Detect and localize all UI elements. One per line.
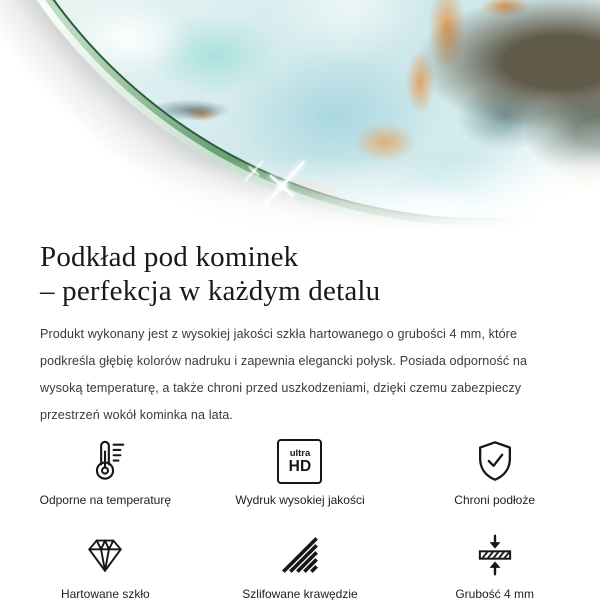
feature-label: Grubość 4 mm (455, 587, 534, 600)
features-grid (0, 437, 600, 600)
feature-thickness-4mm (397, 531, 592, 600)
feature-polished-edges (203, 531, 398, 600)
feature-label: Hartowane szkło (60, 587, 150, 600)
feature-high-quality-print (203, 437, 398, 507)
title-line-2: – perfekcja w każdym detalu (40, 275, 381, 307)
feature-label: Odporne na temperaturę (39, 493, 172, 507)
title-line-1: Podkład pod kominek (40, 241, 299, 273)
feature-label: Wydruk wysokiej jakości (235, 493, 365, 507)
diamond-icon (84, 531, 126, 579)
thermometer-icon (82, 437, 128, 485)
feature-protects-floor (397, 437, 592, 507)
shield-check-icon (472, 437, 518, 485)
feature-temperature-resistant (8, 437, 203, 507)
product-photo (0, 0, 600, 232)
polished-edges-icon (279, 531, 321, 579)
ultra-hd-icon: ultra HD (277, 437, 322, 485)
page-title (40, 240, 560, 308)
product-description: Produkt wykonany jest z wysokiej jakości szkła hartowanego o grubości 4 mm, które podkreśla głębię kolorów nadruku i zapewnia elegancki połysk. Posiada odporność na wysoką temperaturę, a także chroni przed uszkodzeniami, dzięki czemu zabezpieczy przestrzeń wokół kominka na lata. (40, 327, 528, 422)
feature-label: Chroni podłoże (454, 493, 536, 507)
photo-white-fade (0, 0, 600, 232)
feature-label: Szlifowane krawędzie (242, 587, 358, 600)
thickness-arrows-icon (473, 531, 517, 579)
feature-tempered-glass (8, 531, 203, 600)
